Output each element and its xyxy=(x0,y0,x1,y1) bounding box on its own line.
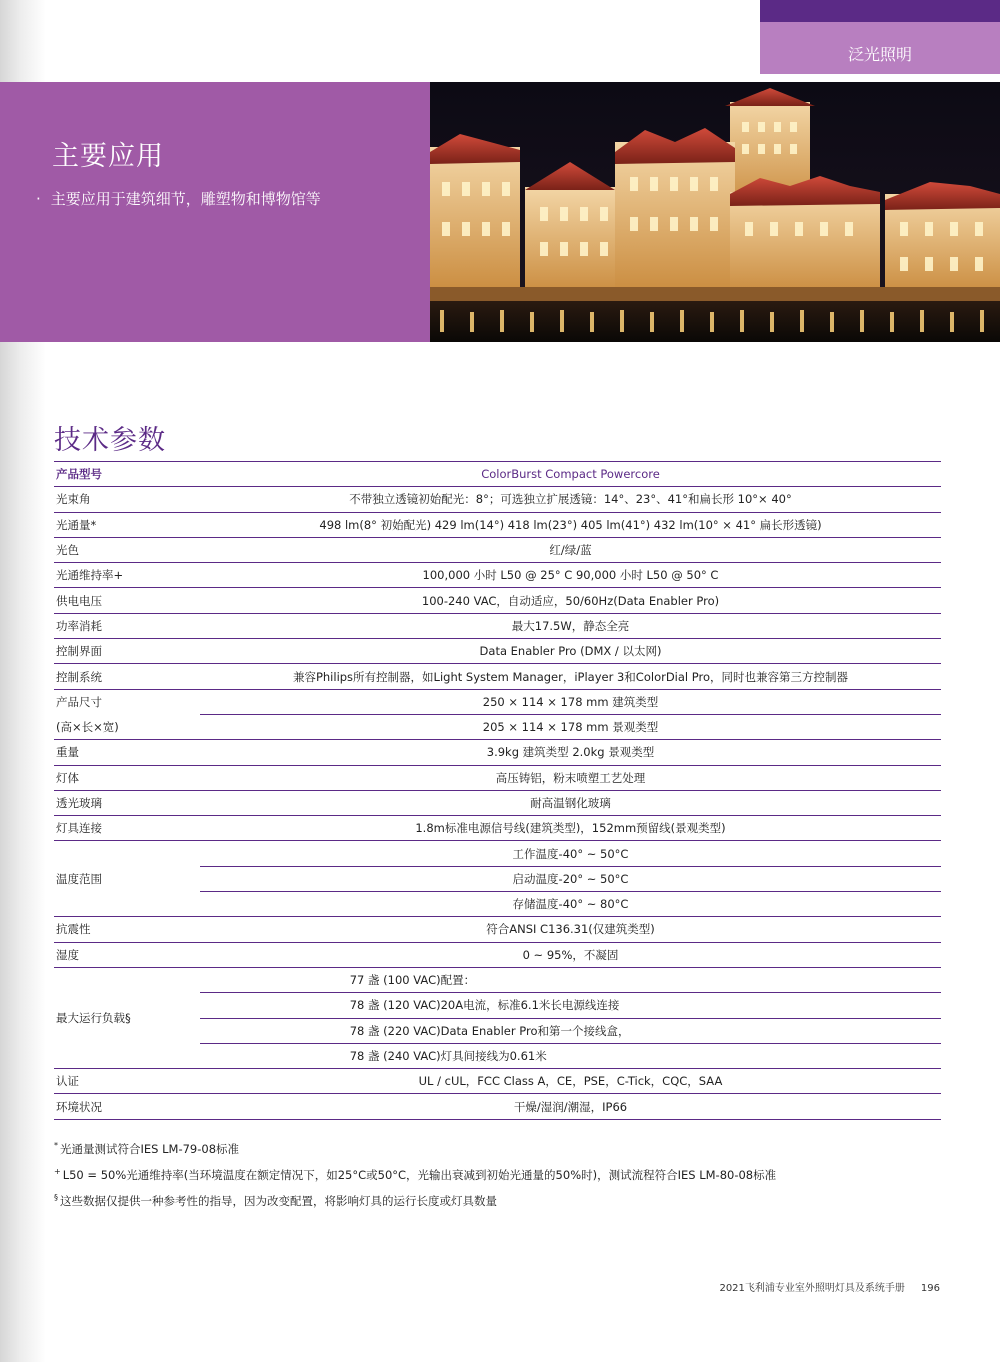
spec-value: 498 lm(8° 初始配光) 429 lm(14°) 418 lm(23°) 405 lm(41°) 432 lm(10° × 41° 扁长形透镜) xyxy=(200,512,941,537)
spec-label: 光通量* xyxy=(54,512,200,537)
spec-label: 湿度 xyxy=(54,942,200,967)
spec-label: 光通维持率+ xyxy=(54,563,200,588)
hero-bullet xyxy=(36,188,321,209)
spec-label: 环境状况 xyxy=(54,1094,200,1119)
spec-label: 供电电压 xyxy=(54,588,200,613)
spec-value: 250 × 114 × 178 mm 建筑类型 xyxy=(200,689,941,714)
footnote xyxy=(54,1136,776,1162)
hero-panel xyxy=(0,82,430,342)
spec-value: 3.9kg 建筑类型 2.0kg 景观类型 xyxy=(200,740,941,765)
table-row xyxy=(54,765,941,790)
spec-label: 抗震性 xyxy=(54,917,200,942)
table-row xyxy=(54,689,941,714)
hero-title: 主要应用 xyxy=(52,141,164,172)
load-note: 配置： xyxy=(441,967,941,992)
footnote-mark: * xyxy=(54,1141,58,1150)
spec-label: (高×长×宽) xyxy=(54,714,200,739)
spec-value: 最大17.5W，静态全亮 xyxy=(200,613,941,638)
footer-title: 2021飞利浦专业室外照明灯具及系统手册 xyxy=(719,1283,905,1294)
table-row xyxy=(54,537,941,562)
spec-value: 兼容Philips所有控制器，如Light System Manager，iPlayer 3和ColorDial Pro，同时也兼容第三方控制器 xyxy=(200,664,941,689)
spec-label: 产品型号 xyxy=(54,462,200,487)
table-row xyxy=(54,790,941,815)
table-row xyxy=(54,639,941,664)
spec-label: 控制系统 xyxy=(54,664,200,689)
spec-label: 光色 xyxy=(54,537,200,562)
spec-value: 启动温度-20° ~ 50°C xyxy=(200,866,941,891)
spec-label: 控制界面 xyxy=(54,639,200,664)
spec-value: 工作温度-40° ~ 50°C xyxy=(200,841,941,866)
category-tab-label: 泛光照明 xyxy=(847,45,912,64)
load-value: 78 盏 (120 VAC) xyxy=(200,993,441,1018)
table-row xyxy=(54,917,941,942)
spec-label: 产品尺寸 xyxy=(56,694,102,709)
spec-label: 灯体 xyxy=(54,765,200,790)
table-row xyxy=(54,816,941,841)
table-row xyxy=(54,664,941,689)
hero-banner xyxy=(0,82,1000,342)
footnote-mark: § xyxy=(54,1193,58,1202)
footnote xyxy=(54,1162,776,1188)
load-note: 灯具间接线为0.61米 xyxy=(441,1043,941,1068)
table-row xyxy=(54,588,941,613)
spec-value: 干燥/湿润/潮湿，IP66 xyxy=(200,1094,941,1119)
spec-value: Data Enabler Pro (DMX / 以太网) xyxy=(200,639,941,664)
footnote-mark: + xyxy=(54,1167,61,1176)
table-row xyxy=(54,613,941,638)
spec-value: 不带独立透镜初始配光：8°；可选独立扩展透镜：14°、23°、41°和扁长形 10°× 40° xyxy=(200,487,941,512)
bullet-dot: · xyxy=(36,190,41,208)
spec-label: 透光玻璃 xyxy=(54,790,200,815)
load-note: 20A电流，标准6.1米长电源线连接 xyxy=(441,993,941,1018)
hero-bullet-text: 主要应用于建筑细节，雕塑物和博物馆等 xyxy=(50,190,321,208)
footnote-text: L50 = 50%光通维持率(当环境温度在额定情况下，如25°C或50°C，光输出衰减到初始光通量的50%时)，测试流程符合IES LM-80-08标准 xyxy=(62,1167,777,1182)
spec-label: 重量 xyxy=(54,740,200,765)
spec-value: 1.8m标准电源信号线(建筑类型)，152mm预留线(景观类型) xyxy=(200,816,941,841)
spec-value: 205 × 114 × 178 mm 景观类型 xyxy=(200,714,941,739)
spec-value: 存储温度-40° ~ 80°C xyxy=(200,892,941,917)
table-row xyxy=(54,841,941,866)
spec-label: 认证 xyxy=(54,1069,200,1094)
load-value: 78 盏 (220 VAC) xyxy=(200,1018,441,1043)
footnote-text: 光通量测试符合IES LM-79-08标准 xyxy=(60,1141,240,1156)
spec-table xyxy=(54,461,941,1120)
spec-value: 100,000 小时 L50 @ 25° C 90,000 小时 L50 @ 50° C xyxy=(200,563,941,588)
table-row xyxy=(54,1094,941,1119)
spec-value: 耐高温钢化玻璃 xyxy=(200,790,941,815)
spec-value: UL / cUL，FCC Class A，CE，PSE，C-Tick，CQC，SAA xyxy=(200,1069,941,1094)
spec-label: 光束角 xyxy=(54,487,200,512)
table-row xyxy=(54,942,941,967)
spec-value: 红/绿/蓝 xyxy=(200,537,941,562)
table-row xyxy=(54,487,941,512)
footnote xyxy=(54,1188,776,1214)
load-note: Data Enabler Pro和第一个接线盒， xyxy=(441,1018,941,1043)
footnotes xyxy=(54,1136,776,1214)
spec-value: ColorBurst Compact Powercore xyxy=(200,462,941,487)
spec-value: 0 ~ 95%，不凝固 xyxy=(200,942,941,967)
page-footer xyxy=(719,1279,940,1294)
spec-value: 符合ANSI C136.31(仅建筑类型) xyxy=(200,917,941,942)
table-row xyxy=(54,740,941,765)
table-row xyxy=(54,714,941,739)
footnote-text: 这些数据仅提供一种参考性的指导，因为改变配置，将影响灯具的运行长度或灯具数量 xyxy=(60,1193,497,1208)
spec-label: 温度范围 xyxy=(54,841,200,917)
table-row xyxy=(54,967,941,992)
table-row xyxy=(54,512,941,537)
hero-photo-night-building xyxy=(430,82,1000,342)
spec-label: 最大运行负载§ xyxy=(54,967,200,1068)
spec-value: 高压铸铝，粉末喷塑工艺处理 xyxy=(200,765,941,790)
load-value: 77 盏 (100 VAC) xyxy=(200,967,441,992)
spec-label: 灯具连接 xyxy=(54,816,200,841)
page-number: 196 xyxy=(920,1283,940,1294)
load-value: 78 盏 (240 VAC) xyxy=(200,1043,441,1068)
spec-value: 100-240 VAC，自动适应，50/60Hz(Data Enabler Pro) xyxy=(200,588,941,613)
section-title: 技术参数 xyxy=(54,425,166,456)
table-row xyxy=(54,1069,941,1094)
category-tab-strip xyxy=(760,0,1000,22)
table-row xyxy=(54,563,941,588)
table-row xyxy=(54,462,941,487)
spec-label: 功率消耗 xyxy=(54,613,200,638)
category-tab xyxy=(760,0,1000,74)
